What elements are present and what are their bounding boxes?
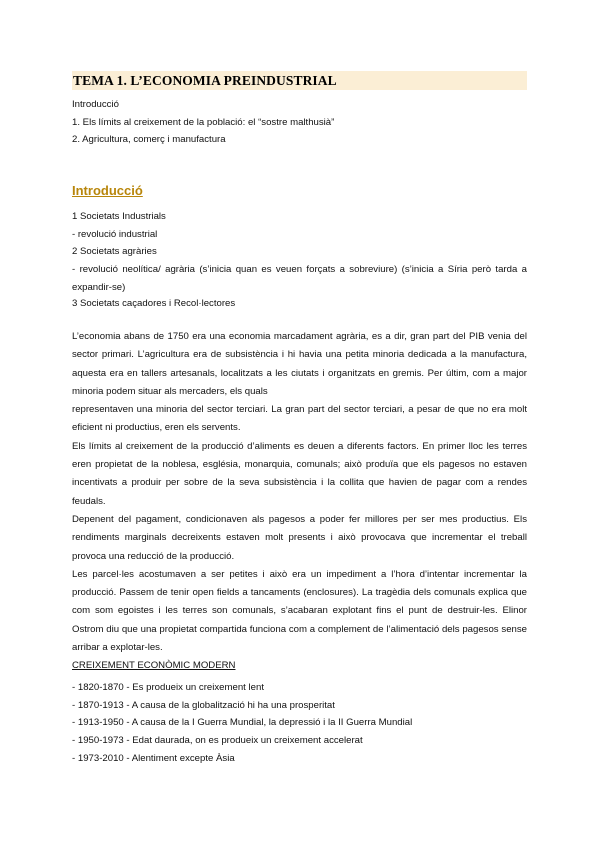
body-text bbox=[72, 328, 527, 657]
paragraph: representaven una minoria del sector terciari. La gran part del sector terciari, a pesar de que no era molt eficient ni productius, eren els servents. bbox=[72, 404, 527, 434]
list-item: - 1973-2010 - Alentiment excepte Àsia bbox=[72, 753, 235, 764]
list-item: 1 Societats Industrials bbox=[72, 211, 166, 222]
list-item: - revolució industrial bbox=[72, 229, 158, 240]
list-item: 2 Societats agràries bbox=[72, 246, 157, 257]
list-item: - 1820-1870 - Es produeix un creixement lent bbox=[72, 682, 264, 693]
paragraph: Els límits al creixement de la producció d’aliments es deuen a diferents factors. En primer lloc les terres eren propietat de la noblesa, església, monarquia, comunals; això produïa que els pagesos no estaven incentivats a produir per sobre de la seva subsistència i la collita que havien de pagar com a rendes feudals. bbox=[72, 440, 527, 507]
paragraph: Depenent del pagament, condicionaven als pagesos a poder fer millores per ser mes productius. Els rendiments marginals decreixents estaven molt presents i això provocava que incrementar el treball provoca una reducció de la producció. bbox=[72, 513, 527, 562]
toc-item: 1. Els límits al creixement de la població: el “sostre malthusià” bbox=[72, 117, 335, 128]
paragraph: Les parcel·les acostumaven a ser petites i això era un impediment a l’hora d’intentar incrementar la producció. Passem de tenir open fields a tancaments (enclosures). La tragèdia dels comunals explica que com som egoistes i les terres son comunals, s’acabaran explotant fins el punt de destruir-les. Elinor Ostrom diu que una propietat compartida funciona com a complement de l’alimentació dels pagesos sense arribar a explotar-les. bbox=[72, 568, 527, 654]
toc-item: Introducció bbox=[72, 99, 119, 110]
page-title: TEMA 1. L’ECONOMIA PREINDUSTRIAL bbox=[73, 73, 337, 88]
list-item: 3 Societats caçadores i Recol·lectores bbox=[72, 298, 236, 309]
list-item: - 1870-1913 - A causa de la globalització hi ha una prosperitat bbox=[72, 700, 335, 711]
section-heading-introduccio: Introducció bbox=[72, 183, 143, 198]
section-heading-creixement: CREIXEMENT ECONÒMIC MODERN bbox=[72, 660, 236, 671]
toc-item: 2. Agricultura, comerç i manufactura bbox=[72, 134, 226, 145]
list-item: - revolució neolítica/ agrària (s’inicia quan es veuen forçats a sobreviure) (s’inicia a Síria però tarda a expandir-se) bbox=[72, 264, 527, 294]
list-item: - 1913-1950 - A causa de la I Guerra Mundial, la depressió i la II Guerra Mundial bbox=[72, 717, 413, 728]
list-item: - 1950-1973 - Edat daurada, on es produeix un creixement accelerat bbox=[72, 735, 363, 746]
paragraph: L’economia abans de 1750 era una economia marcadament agrària, es a dir, gran part del PIB venia del sector primari. L’agricultura era de subsistència i hi havia una petita minoria dedicada a la manufactura, aquesta era en tallers artesanals, localitzats a les ciutats i organitzats en gremis. Per últim, com a major minoria podem situar als mercaders, els quals bbox=[72, 331, 527, 397]
